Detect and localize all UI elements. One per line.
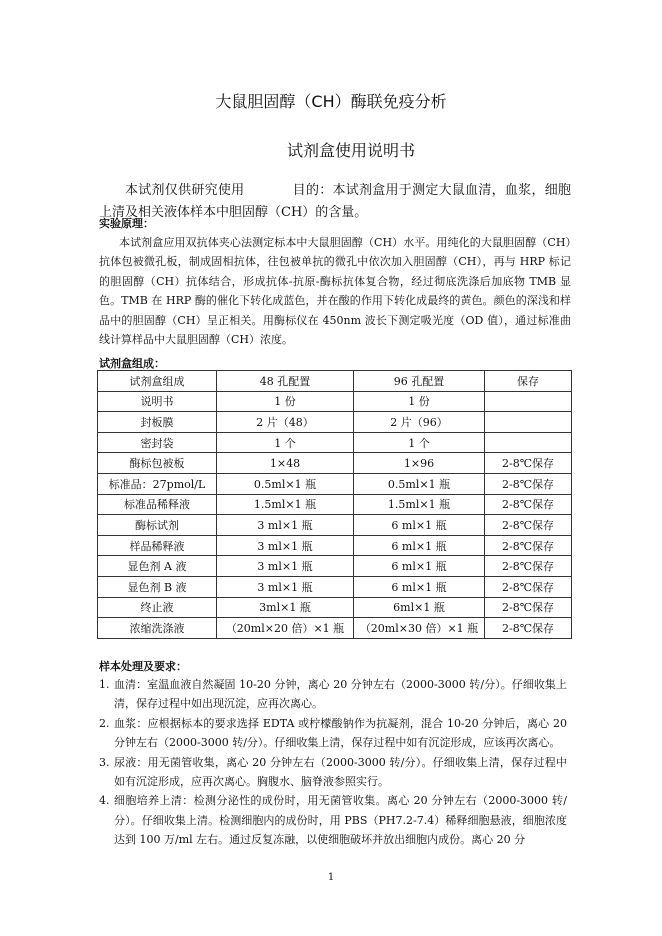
table-row [98, 453, 572, 474]
sample-item-text: 血清：室温血液自然凝固 10-20 分钟，离心 20 分钟左右（2000-3000 转/分）。仔细收集上清，保存过程中如出现沉淀，应再次离心。 [114, 678, 567, 711]
table-cell: 3 ml×1 瓶 [217, 515, 354, 536]
table-cell: 1.5ml×1 瓶 [354, 494, 485, 515]
kit-composition-heading: 试剂盒组成： [99, 357, 165, 370]
sample-item-text: 尿液：用无菌管收集，离心 20 分钟左右（2000-3000 转/分）。仔细收集上清，保存过程中如有沉淀形成，应再次离心。胸腹水、脑脊液参照实行。 [114, 755, 567, 789]
table-cell: 6 ml×1 瓶 [354, 535, 485, 556]
table-cell: 标准品稀释液 [98, 494, 217, 515]
table-cell: 6 ml×1 瓶 [354, 515, 485, 536]
sample-item-number: 3. [99, 755, 110, 769]
table-cell: 3ml×1 瓶 [217, 597, 354, 618]
table-cell: 2-8℃保存 [485, 494, 572, 515]
table-cell: 密封袋 [98, 432, 217, 453]
sample-item [99, 675, 567, 714]
table-cell: 样品稀释液 [98, 535, 217, 556]
table-cell: 酶标试剂 [98, 515, 217, 536]
sample-item-text: 血浆：应根据标本的要求选择 EDTA 或柠檬酸钠作为抗凝剂，混合 10-20 分钟后，离心 20 分钟左右（2000-3000 转/分）。仔细收集上清，保存过程中如有沉淀形成，应该再次离心。 [114, 716, 567, 750]
table-cell: 6 ml×1 瓶 [354, 576, 485, 597]
sample-processing-heading: 样本处理及要求： [99, 660, 187, 673]
table-cell [485, 432, 572, 453]
table-cell: 96 孔配置 [354, 371, 485, 392]
table-row [98, 515, 572, 536]
kit-table-body [98, 371, 572, 639]
table-cell: （20ml×30 倍）×1 瓶 [354, 618, 485, 639]
table-cell: 2-8℃保存 [485, 618, 572, 639]
table-cell: 6ml×1 瓶 [354, 597, 485, 618]
table-cell: 2 片（96） [354, 412, 485, 433]
table-row [98, 412, 572, 433]
table-cell: 3 ml×1 瓶 [217, 576, 354, 597]
table-cell: 保存 [485, 371, 572, 392]
table-cell: 2-8℃保存 [485, 515, 572, 536]
table-cell: 2-8℃保存 [485, 453, 572, 474]
table-cell: 3 ml×1 瓶 [217, 535, 354, 556]
table-cell: 3 ml×1 瓶 [217, 556, 354, 577]
table-cell: 2-8℃保存 [485, 576, 572, 597]
table-row [98, 618, 572, 639]
sample-item-text: 细胞培养上清：检测分泌性的成份时，用无菌管收集。离心 20 分钟左右（2000-3000 转/分）。仔细收集上清。检测细胞内的成份时，用 PBS（PH7.2-7.4）稀释细胞悬液，细胞浓度达到 100 万/ml 左右。通过反复冻融，以使细胞破坏并放出细胞内成份。离心 20 分 [114, 794, 567, 847]
table-cell: 2-8℃保存 [485, 535, 572, 556]
table-row [98, 473, 572, 494]
table-cell: 2-8℃保存 [485, 597, 572, 618]
table-cell: 显色剂 B 液 [98, 576, 217, 597]
table-header-row [98, 371, 572, 392]
table-cell: 0.5ml×1 瓶 [217, 473, 354, 494]
table-cell: 1.5ml×1 瓶 [217, 494, 354, 515]
table-row [98, 556, 572, 577]
table-cell: 显色剂 A 液 [98, 556, 217, 577]
sample-item [99, 753, 567, 792]
table-row [98, 535, 572, 556]
intro-purpose: 目的：本试剂盒用于测定大鼠血清，血浆，细胞上清及相关液体样本中胆固醇（CH）的含量。 [99, 183, 571, 220]
table-cell: 说明书 [98, 391, 217, 412]
principle-heading: 实验原理： [99, 217, 154, 230]
table-cell: 1 个 [217, 432, 354, 453]
page-number: 1 [327, 872, 335, 883]
table-row [98, 494, 572, 515]
table-cell: 终止液 [98, 597, 217, 618]
table-cell [485, 412, 572, 433]
table-cell: 2-8℃保存 [485, 556, 572, 577]
table-cell: 封板膜 [98, 412, 217, 433]
sample-item [99, 714, 567, 753]
table-row [98, 576, 572, 597]
table-cell [485, 391, 572, 412]
table-cell: 1 份 [354, 391, 485, 412]
sample-item [99, 791, 567, 849]
sample-processing-list [99, 675, 567, 850]
table-row [98, 597, 572, 618]
table-cell: 酶标包被板 [98, 453, 217, 474]
document-subtitle: 试剂盒使用说明书 [286, 141, 415, 160]
table-cell: 1 个 [354, 432, 485, 453]
intro-paragraph [99, 180, 571, 224]
table-cell: 试剂盒组成 [98, 371, 217, 392]
sample-item-number: 2. [99, 716, 110, 730]
table-cell: 标准品：27pmol/L [98, 473, 217, 494]
table-cell: 1×96 [354, 453, 485, 474]
kit-composition-table [97, 370, 572, 639]
document-title: 大鼠胆固醇（CH）酶联免疫分析 [215, 92, 447, 111]
table-cell: （20ml×20 倍）×1 瓶 [217, 618, 354, 639]
table-cell: 浓缩洗涤液 [98, 618, 217, 639]
table-cell: 48 孔配置 [217, 371, 354, 392]
table-cell: 0.5ml×1 瓶 [354, 473, 485, 494]
sample-item-number: 4. [99, 794, 110, 808]
table-cell: 1×48 [217, 453, 354, 474]
table-cell: 1 份 [217, 391, 354, 412]
table-row [98, 391, 572, 412]
table-cell: 2-8℃保存 [485, 473, 572, 494]
table-cell: 6 ml×1 瓶 [354, 556, 485, 577]
sample-item-number: 1. [99, 678, 110, 691]
table-cell: 2 片（48） [217, 412, 354, 433]
principle-paragraph: 本试剂盒应用双抗体夹心法测定标本中大鼠胆固醇（CH）水平。用纯化的大鼠胆固醇（CH）抗体包被微孔板，制成固相抗体，往包被单抗的微孔中依次加入胆固醇（CH），再与 HRP 标记的胆固醇（CH）抗体结合，形成抗体-抗原-酶标抗体复合物，经过彻底洗涤后加底物 TMB 显色。TMB 在 HRP 酶的催化下转化成蓝色，并在酸的作用下转化成最终的黄色。颜色的深浅和样品中的胆固醇（CH）呈正相关。用酶标仪在 450nm 波长下测定吸光度（OD 值），通过标准曲线计算样品中大鼠胆固醇（CH）浓度。 [99, 236, 571, 347]
intro-research-only: 本试剂仅供研究使用 [125, 183, 245, 198]
table-row [98, 432, 572, 453]
